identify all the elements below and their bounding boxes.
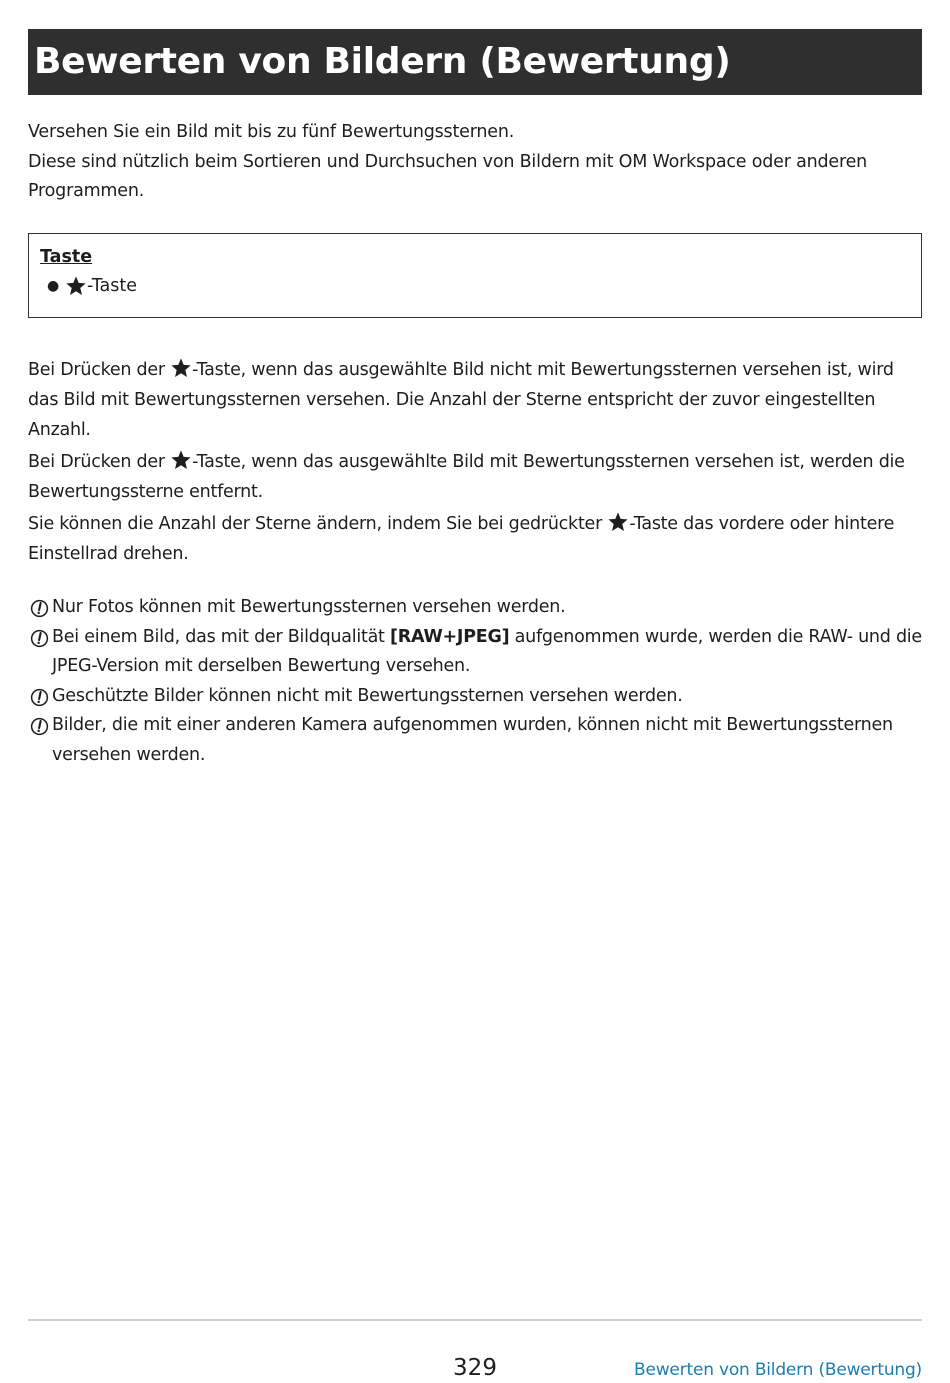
button-info-heading: Taste — [40, 247, 93, 267]
paragraph-text: Bei Drücken der — [28, 452, 171, 472]
caution-icon — [30, 629, 49, 648]
paragraph-text: -Taste, wenn das ausgewählte Bild nicht mit Bewertungssternen versehen ist, wird das Bild mit Bewertungssternen versehen. Die Anzahl der Sterne entspricht der zuvor eingestellten Anzahl. — [28, 360, 894, 440]
star-icon — [607, 511, 629, 533]
image-quality-setting: [RAW+JPEG] — [389, 626, 510, 647]
star-icon — [65, 275, 87, 297]
caution-icon — [30, 688, 49, 707]
page-title-bar — [28, 29, 922, 95]
star-icon — [170, 449, 192, 471]
caution-icon — [30, 599, 49, 618]
paragraph-text: -Taste das vordere oder hintere Einstellrad drehen. — [28, 514, 895, 564]
note-text: Geschützte Bilder können nicht mit Bewertungssternen versehen werden. — [52, 685, 683, 706]
button-list — [40, 271, 910, 301]
note-text: Bilder, die mit einer anderen Kamera aufgenommen wurden, können nicht mit Bewertungssternen versehen werden. — [52, 715, 893, 765]
page-title: Bewerten von Bildern (Bewertung) — [34, 41, 731, 82]
paragraph-text: -Taste, wenn das ausgewählte Bild mit Bewertungssternen versehen ist, werden die Bewertungssterne entfernt. — [28, 452, 905, 502]
paragraph — [28, 355, 922, 445]
intro-line-2: Diese sind nützlich beim Sortieren und Durchsuchen von Bildern mit OM Workspace oder anderen Programmen. — [28, 151, 868, 201]
paragraph-text: Bei Drücken der — [28, 360, 171, 380]
bullet: ● — [47, 278, 60, 294]
body-text — [28, 355, 922, 571]
intro-text — [28, 118, 922, 207]
list-item-label: -Taste — [87, 276, 137, 296]
caution-note — [28, 682, 922, 712]
caution-notes — [28, 593, 922, 770]
section-link[interactable]: Bewerten von Bildern (Bewertung) — [634, 1360, 922, 1380]
intro-line-1: Versehen Sie ein Bild mit bis zu fünf Bewertungssternen. — [28, 122, 515, 142]
button-info-box — [28, 233, 922, 318]
caution-note — [28, 623, 922, 682]
page-number: 329 — [453, 1355, 497, 1381]
paragraph — [28, 509, 922, 569]
note-text: Nur Fotos können mit Bewertungssternen versehen werden. — [52, 597, 566, 617]
paragraph-text: Sie können die Anzahl der Sterne ändern, indem Sie bei gedrückter — [28, 514, 608, 534]
caution-note — [28, 711, 922, 770]
caution-note — [28, 593, 922, 623]
footer-divider — [28, 1319, 922, 1321]
caution-icon — [30, 717, 49, 736]
note-text: Bei einem Bild, das mit der Bildqualität — [52, 626, 390, 647]
note-text: aufgenommen wurde, werden die RAW- und die JPEG-Version mit derselben Bewertung versehen. — [52, 626, 922, 676]
paragraph — [28, 447, 922, 507]
list-item — [40, 271, 910, 301]
star-icon — [170, 357, 192, 379]
